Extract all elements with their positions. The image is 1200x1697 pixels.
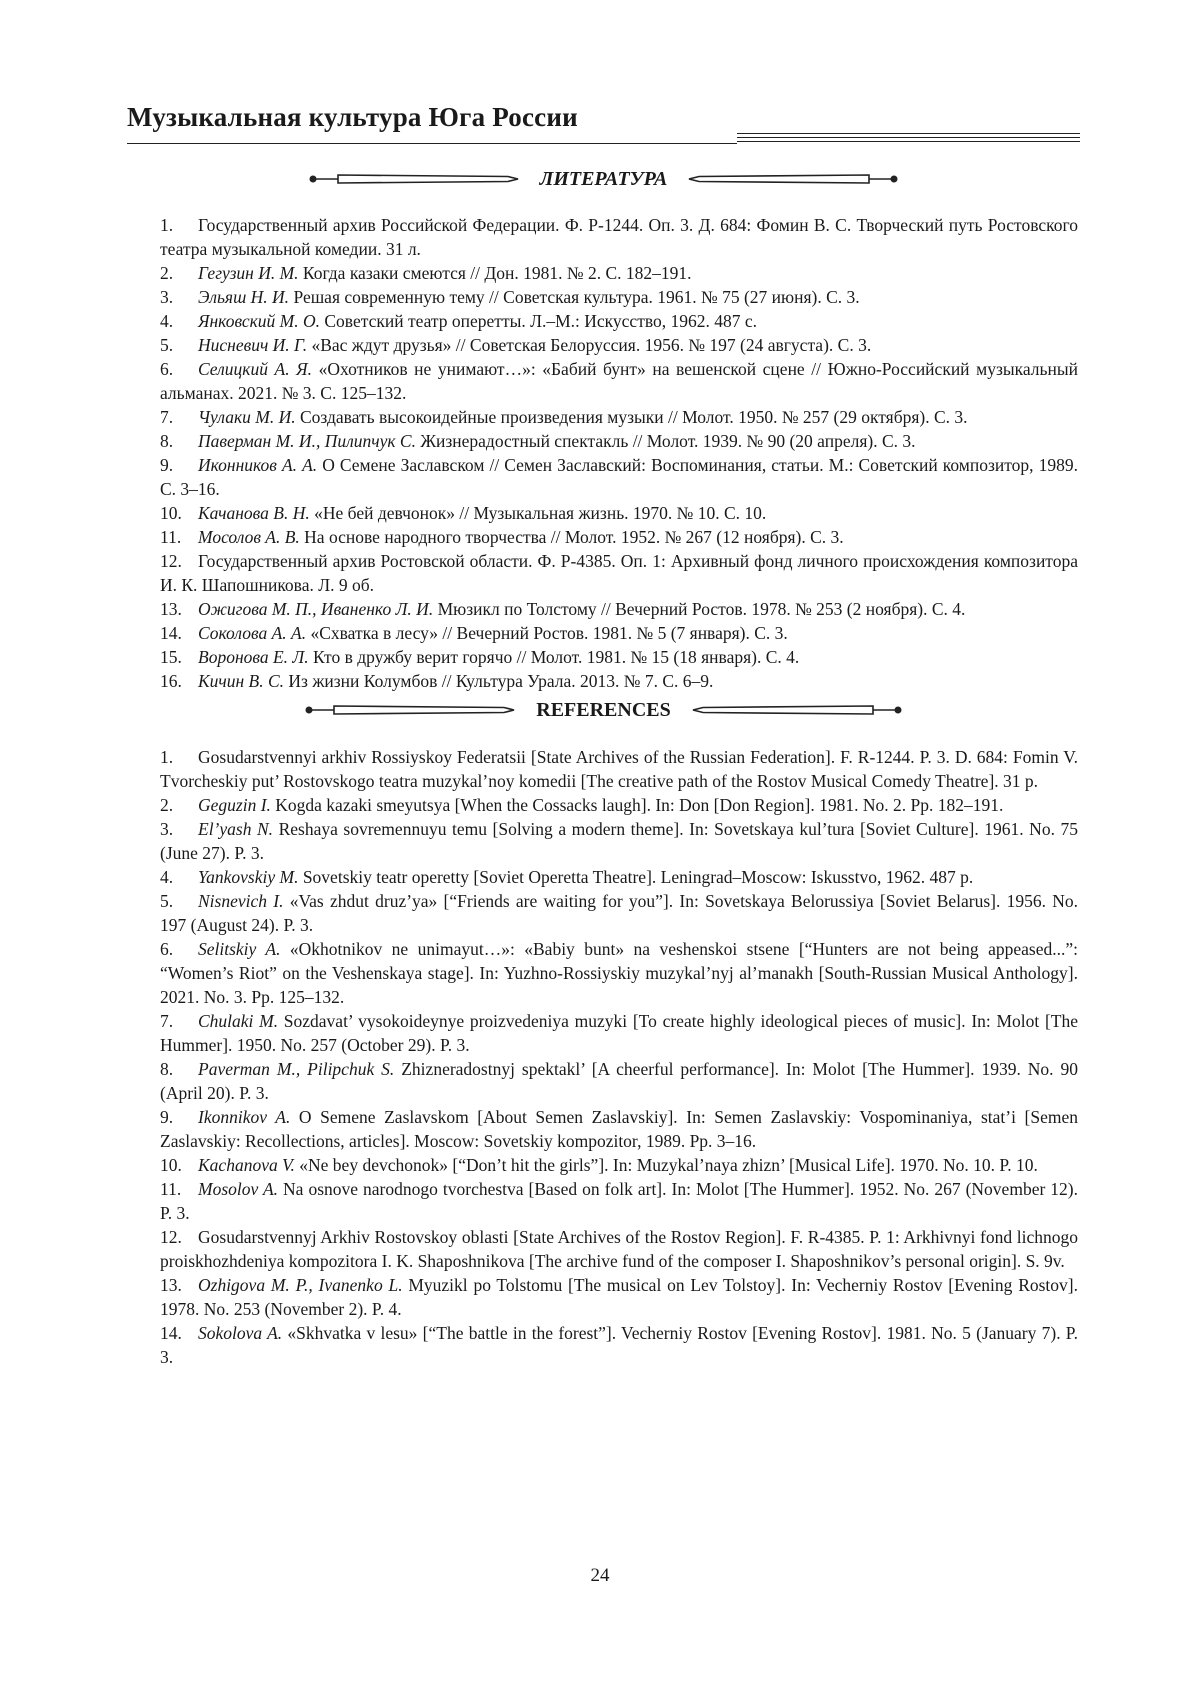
reference-number: 6.: [160, 939, 174, 959]
reference-item: [160, 453, 1078, 501]
reference-text: Жизнерадостный спектакль // Молот. 1939. № 90 (20 апреля). С. 3.: [415, 431, 916, 451]
reference-number: 8.: [160, 431, 174, 451]
reference-author: Ozhigova M. P., Ivanenko L.: [198, 1275, 403, 1295]
reference-number: 3.: [160, 287, 174, 307]
right-ornament-icon: [687, 172, 899, 186]
reference-author: El’yash N.: [198, 819, 274, 839]
reference-text: Кто в дружбу верит горячо // Молот. 1981. № 15 (18 января). С. 4.: [308, 647, 800, 667]
reference-item: [160, 793, 1078, 817]
reference-number: 8.: [160, 1059, 174, 1079]
reference-text: Reshaya sovremennuyu temu [Solving a modern theme]. In: Sovetskaya kul’tura [Soviet Culture]. 1961. No. 75 (June 27). P. 3.: [160, 819, 1078, 863]
reference-item: [160, 1177, 1078, 1225]
reference-number: 5.: [160, 335, 174, 355]
reference-number: 2.: [160, 263, 174, 283]
reference-number: 7.: [160, 407, 174, 427]
reference-item: [160, 1153, 1078, 1177]
literature-heading-label: ЛИТЕРАТУРА: [539, 168, 668, 190]
reference-text: Sozdavat’ vysokoideynye proizvedeniya muzyki [To create highly ideological pieces of music]. In: Molot [The Hummer]. 1950. No. 257 (October 29). P. 3.: [160, 1011, 1078, 1055]
reference-author: Selitskiy A.: [198, 939, 281, 959]
reference-item: [160, 549, 1078, 597]
reference-text: Мюзикл по Толстому // Вечерний Ростов. 1978. № 253 (2 ноября). С. 4.: [433, 599, 966, 619]
reference-number: 15.: [160, 647, 182, 667]
reference-author: Кичин В. С.: [198, 671, 285, 691]
reference-text: О Семене Заславском // Семен Заславский: Воспоминания, статьи. М.: Советский композитор, 1989. С. 3–16.: [160, 455, 1078, 499]
reference-number: 10.: [160, 1155, 182, 1175]
reference-author: Mosolov A.: [198, 1179, 279, 1199]
reference-text: Gosudarstvennyj Arkhiv Rostovskoy oblasti [State Archives of the Rostov Region]. F. R-4385. P. 1: Arkhivnyi fond lichnogo proiskhozhdeniya kompozitora I. K. Shaposhnikova [The archive fund of the composer I. Shaposhnikov’s personal origin]. S. 9v.: [160, 1227, 1078, 1271]
reference-text: Sovetskiy teatr operetty [Soviet Operetta Theatre]. Leningrad–Moscow: Iskusstvo, 1962. 487 p.: [298, 867, 974, 887]
reference-item: [160, 261, 1078, 285]
reference-author: Kachanova V.: [198, 1155, 295, 1175]
reference-number: 10.: [160, 503, 182, 523]
reference-item: [160, 889, 1078, 937]
reference-item: [160, 405, 1078, 429]
reference-author: Иконников А. А.: [198, 455, 318, 475]
reference-number: 5.: [160, 891, 174, 911]
reference-text: Государственный архив Ростовской области. Ф. Р-4385. Оп. 1: Архивный фонд личного происхождения композитора И. К. Шапошникова. Л. 9 об.: [160, 551, 1078, 595]
references-heading-label: REFERENCES: [536, 699, 671, 721]
reference-item: [160, 1009, 1078, 1057]
reference-author: Paverman M., Pilipchuk S.: [198, 1059, 395, 1079]
reference-number: 11.: [160, 1179, 182, 1199]
reference-text: Na osnove narodnogo tvorchestva [Based on folk art]. In: Molot [The Hummer]. 1952. No. 267 (November 12). P. 3.: [160, 1179, 1078, 1223]
reference-text: Когда казаки смеются // Дон. 1981. № 2. С. 182–191.: [298, 263, 692, 283]
reference-text: Создавать высокоидейные произведения музыки // Молот. 1950. № 257 (29 октября). С. 3.: [295, 407, 968, 427]
reference-text: Zhizneradostnyj spektakl’ [A cheerful performance]. In: Molot [The Hummer]. 1939. No. 90 (April 20). P. 3.: [160, 1059, 1079, 1103]
reference-author: Ожигова М. П., Иваненко Л. И.: [198, 599, 434, 619]
journal-title: Музыкальная культура Юга России: [127, 102, 578, 132]
references-heading: [127, 695, 1080, 725]
header-rule: [127, 143, 737, 144]
reference-number: 1.: [160, 215, 174, 235]
reference-number: 4.: [160, 867, 174, 887]
reference-item: [160, 1273, 1078, 1321]
header-decorative-bars: [737, 133, 1080, 145]
reference-item: [160, 1057, 1078, 1105]
reference-author: Sokolova A.: [198, 1323, 283, 1343]
reference-number: 16.: [160, 671, 182, 691]
reference-item: [160, 597, 1078, 621]
reference-text: «Ne bey devchonok» [“Don’t hit the girls”]. In: Muzykal’naya zhizn’ [Musical Life]. 1970. No. 10. P. 10.: [294, 1155, 1038, 1175]
reference-author: Соколова А. А.: [198, 623, 307, 643]
reference-author: Качанова В. Н.: [198, 503, 310, 523]
reference-number: 1.: [160, 747, 174, 767]
references-list: [160, 745, 1078, 1369]
reference-text: «Схватка в лесу» // Вечерний Ростов. 1981. № 5 (7 января). С. 3.: [306, 623, 788, 643]
left-ornament-icon: [308, 172, 520, 186]
reference-text: Советский театр оперетты. Л.–М.: Искусство, 1962. 487 с.: [320, 311, 758, 331]
reference-number: 4.: [160, 311, 174, 331]
reference-text: «Не бей девчонок» // Музыкальная жизнь. 1970. № 10. С. 10.: [309, 503, 767, 523]
reference-author: Гегузин И. М.: [198, 263, 299, 283]
reference-number: 11.: [160, 527, 182, 547]
reference-number: 7.: [160, 1011, 174, 1031]
reference-text: «Okhotnikov ne unimayut…»: «Babiy bunt» na veshenskoi stsene [“Hunters are not being appeased...”: “Women’s Riot” on the Veshenskaya stage]. In: Yuzhno-Rossiyskiy muzykal’nyj al’manakh [South-Russian Musical Anthology]. 2021. No. 3. Pp. 125–132.: [160, 939, 1078, 1007]
reference-text: На основе народного творчества // Молот. 1952. № 267 (12 ноября). С. 3.: [299, 527, 844, 547]
reference-author: Воронова Е. Л.: [198, 647, 309, 667]
reference-number: 3.: [160, 819, 174, 839]
reference-author: Паверман М. И., Пилипчук С.: [198, 431, 416, 451]
reference-item: [160, 285, 1078, 309]
reference-author: Geguzin I.: [198, 795, 271, 815]
reference-text: Gosudarstvennyi arkhiv Rossiyskoy Federatsii [State Archives of the Russian Federation]. F. R-1244. P. 3. D. 684: Fomin V. Tvorcheskiy put’ Rostovskogo teatra muzykal’noy komedii [The creative path of the Rostov Musical Comedy Theatre]. 31 p.: [160, 747, 1078, 791]
reference-number: 12.: [160, 1227, 182, 1247]
reference-item: [160, 645, 1078, 669]
reference-author: Chulaki M.: [198, 1011, 279, 1031]
literature-heading: [127, 164, 1080, 194]
reference-author: Nisnevich I.: [198, 891, 284, 911]
reference-number: 9.: [160, 1107, 174, 1127]
reference-item: [160, 937, 1078, 1009]
reference-number: 2.: [160, 795, 174, 815]
reference-text: «Вас ждут друзья» // Советская Белоруссия. 1956. № 197 (24 августа). С. 3.: [307, 335, 872, 355]
literature-list: [160, 213, 1078, 693]
reference-item: [160, 669, 1078, 693]
reference-item: [160, 525, 1078, 549]
reference-item: [160, 333, 1078, 357]
reference-text: Myuzikl po Tolstomu [The musical on Lev Tolstoy]. In: Vecherniy Rostov [Evening Rostov]. 1978. No. 253 (November 2). P. 4.: [160, 1275, 1078, 1319]
reference-item: [160, 429, 1078, 453]
page-number: 24: [590, 1565, 610, 1586]
reference-text: «Vas zhdut druz’ya» [“Friends are waiting for you”]. In: Sovetskaya Belorussiya [Soviet Belarus]. 1956. No. 197 (August 24). P. 3.: [160, 891, 1078, 935]
right-ornament-icon: [691, 703, 903, 717]
left-ornament-icon: [304, 703, 516, 717]
reference-author: Мосолов А. В.: [198, 527, 300, 547]
reference-item: [160, 1321, 1078, 1369]
reference-number: 13.: [160, 599, 182, 619]
reference-item: [160, 817, 1078, 865]
reference-item: [160, 213, 1078, 261]
reference-text: Kogda kazaki smeyutsya [When the Cossacks laugh]. In: Don [Don Region]. 1981. No. 2. Pp. 182–191.: [270, 795, 1004, 815]
reference-number: 9.: [160, 455, 174, 475]
reference-text: «Skhvatka v lesu» [“The battle in the forest”]. Vecherniy Rostov [Evening Rostov]. 1981. No. 5 (January 7). P. 3.: [160, 1323, 1078, 1367]
reference-author: Янковский М. О.: [198, 311, 320, 331]
reference-author: Yankovskiy M.: [198, 867, 299, 887]
reference-item: [160, 865, 1078, 889]
reference-author: Чулаки М. И.: [198, 407, 296, 427]
reference-item: [160, 621, 1078, 645]
reference-text: Из жизни Колумбов // Культура Урала. 2013. № 7. С. 6–9.: [284, 671, 714, 691]
reference-author: Эльяш Н. И.: [198, 287, 290, 307]
reference-number: 13.: [160, 1275, 182, 1295]
reference-text: O Semene Zaslavskom [About Semen Zaslavskiy]. In: Semen Zaslavskiy: Vospominaniya, stat’i [Semen Zaslavskiy: Recollections, articles]. Moscow: Sovetskiy kompozitor, 1989. Pp. 3–16.: [160, 1107, 1078, 1151]
reference-author: Ikonnikov A.: [198, 1107, 291, 1127]
reference-text: Решая современную тему // Советская культура. 1961. № 75 (27 июня). С. 3.: [289, 287, 860, 307]
reference-text: «Охотников не унимают…»: «Бабий бунт» на вешенской сцене // Южно-Российский музыкальный альманах. 2021. № 3. С. 125–132.: [160, 359, 1078, 403]
reference-author: Нисневич И. Г.: [198, 335, 308, 355]
reference-number: 14.: [160, 1323, 182, 1343]
reference-author: Селицкий А. Я.: [198, 359, 313, 379]
running-header: [127, 100, 1080, 150]
reference-item: [160, 501, 1078, 525]
reference-item: [160, 745, 1078, 793]
reference-number: 12.: [160, 551, 182, 571]
reference-item: [160, 1105, 1078, 1153]
reference-item: [160, 357, 1078, 405]
reference-text: Государственный архив Российской Федерации. Ф. Р-1244. Оп. 3. Д. 684: Фомин В. С. Творческий путь Ростовского театра музыкальной комедии. 31 л.: [160, 215, 1078, 259]
reference-item: [160, 309, 1078, 333]
reference-item: [160, 1225, 1078, 1273]
reference-number: 14.: [160, 623, 182, 643]
reference-number: 6.: [160, 359, 174, 379]
